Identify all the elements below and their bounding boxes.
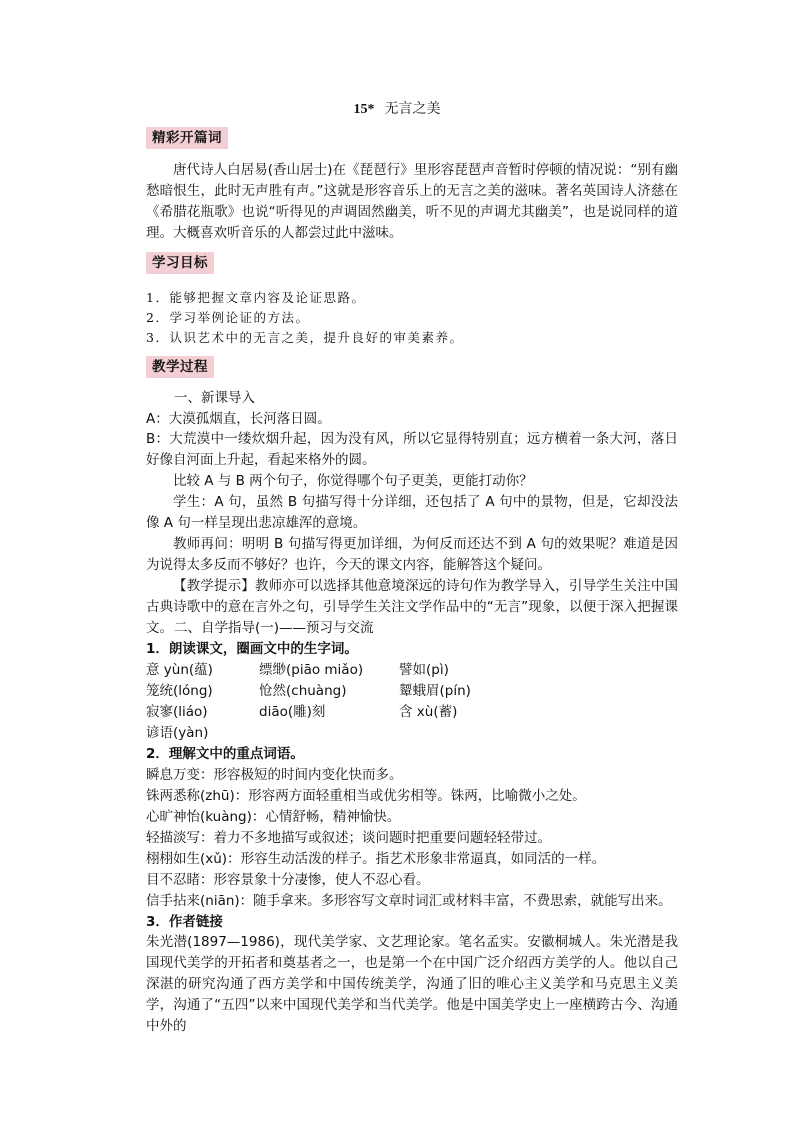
vocab-word: 谚语(yàn) [146, 725, 209, 741]
student-answer: 学生：A 句，虽然 B 句描写得十分详细，还包括了 A 句中的景物，但是，它却没法像 A 句一样呈现出悲凉雄浑的意境。 [146, 494, 678, 531]
vocab-word: 怆然(chuàng) [259, 683, 347, 699]
sentence-b: B：大荒漠中一缕炊烟升起，因为没有风，所以它显得特别直；远方横着一条大河，落日好像自河面上升起，看起来格外的圆。 [146, 431, 678, 468]
heading-self-study: 二、自学指导(一)——预习与交流 [174, 620, 374, 636]
vocab-word: 寂寥(liáo) [146, 704, 208, 720]
term-item: 铢两悉称(zhū)：形容两方面轻重相当或优劣相等。铢两，比喻微小之处。 [146, 788, 586, 804]
term-item: 信手拈来(niān)：随手拿来。多形容写文章时词汇或材料丰富，不费思索，就能写出来。 [146, 893, 672, 909]
term-item: 栩栩如生(xǔ)：形容生动活泼的样子。指艺术形象非常逼真，如同活的一样。 [146, 851, 606, 867]
sentence-a: A：大漠孤烟直，长河落日圆。 [146, 411, 331, 427]
vocab-word: 含 xù(蓄) [399, 704, 458, 720]
teaching-tip: 【教学提示】教师亦可以选择其他意境深远的诗句作为教学导入，引导学生关注中国古典诗歌中的意在言外之句，引导学生关注文学作品中的“无言”现象，以便于深入把握课文。 [146, 578, 678, 636]
vocab-word: 颦蛾眉(pín) [399, 683, 471, 699]
vocab-word: 譬如(pì) [399, 662, 449, 678]
step-3-title: 3．作者链接 [146, 914, 223, 930]
term-item: 轻描淡写：着力不多地描写或叙述；谈问题时把重要问题轻轻带过。 [146, 830, 551, 846]
term-item: 心旷神怡(kuàng)：心情舒畅，精神愉快。 [146, 809, 401, 825]
section-tag-goals: 学习目标 [146, 252, 214, 274]
vocab-word: 意 yùn(蕴) [146, 662, 213, 678]
term-item: 目不忍睹：形容景象十分凄惨，使人不忍心看。 [146, 872, 430, 888]
section-tag-process: 教学过程 [146, 356, 214, 378]
vocab-word: 缥缈(piāo miǎo) [259, 662, 364, 678]
vocab-word: 笼统(lóng) [146, 683, 213, 699]
compare-question: 比较 A 与 B 两个句子，你觉得哪个句子更美，更能打动你？ [173, 473, 533, 489]
goal-item: 3．认识艺术中的无言之美，提升良好的审美素养。 [146, 330, 464, 345]
goal-item: 1．能够把握文章内容及论证思路。 [146, 290, 366, 305]
step-2-title: 2．理解文中的重点词语。 [146, 746, 304, 762]
term-item: 瞬息万变：形容极短的时间内变化快而多。 [146, 767, 403, 783]
heading-intro: 一、新课导入 [174, 390, 255, 406]
vocab-word: diāo(雕)刻 [259, 704, 326, 720]
author-paragraph: 朱光潜(1897—1986)，现代美学家、文艺理论家。笔名孟实。安徽桐城人。朱光潜是我国现代美学的开拓者和奠基者之一，也是第一个在中国广泛介绍西方美学的人。他以自己深湛的研究沟通了西方美学和中国传统美学，沟通了旧的唯心主义美学和马克思主义美学，沟通了“五四”以来中国现代美学和当代美学。他是中国美学史上一座横跨古今、沟通中外的 [146, 934, 678, 1034]
step-1-title: 1．朗读课文，圈画文中的生字词。 [146, 641, 358, 657]
teacher-question: 教师再问：明明 B 句描写得更加详细，为何反而还达不到 A 句的效果呢？难道是因为说得太多反而不够好？也许，今天的课文内容，能解答这个疑问。 [146, 536, 678, 573]
opening-paragraph: 唐代诗人白居易(香山居士)在《琵琶行》里形容琵琶声音暂时停顿的情况说：“别有幽愁暗恨生，此时无声胜有声。”这就是形容音乐上的无言之美的滋味。著名英国诗人济慈在《希腊花瓶歌》也说“听得见的声调固然幽美，听不见的声调尤其幽美”，也是说同样的道理。大概喜欢听音乐的人都尝过此中滋味。 [146, 162, 678, 241]
section-tag-opening: 精彩开篇词 [146, 127, 228, 149]
lesson-number: 15* [353, 102, 375, 117]
page-title [0, 98, 794, 118]
goal-item: 2．学习举例论证的方法。 [146, 310, 310, 325]
lesson-title: 无言之美 [384, 101, 441, 117]
